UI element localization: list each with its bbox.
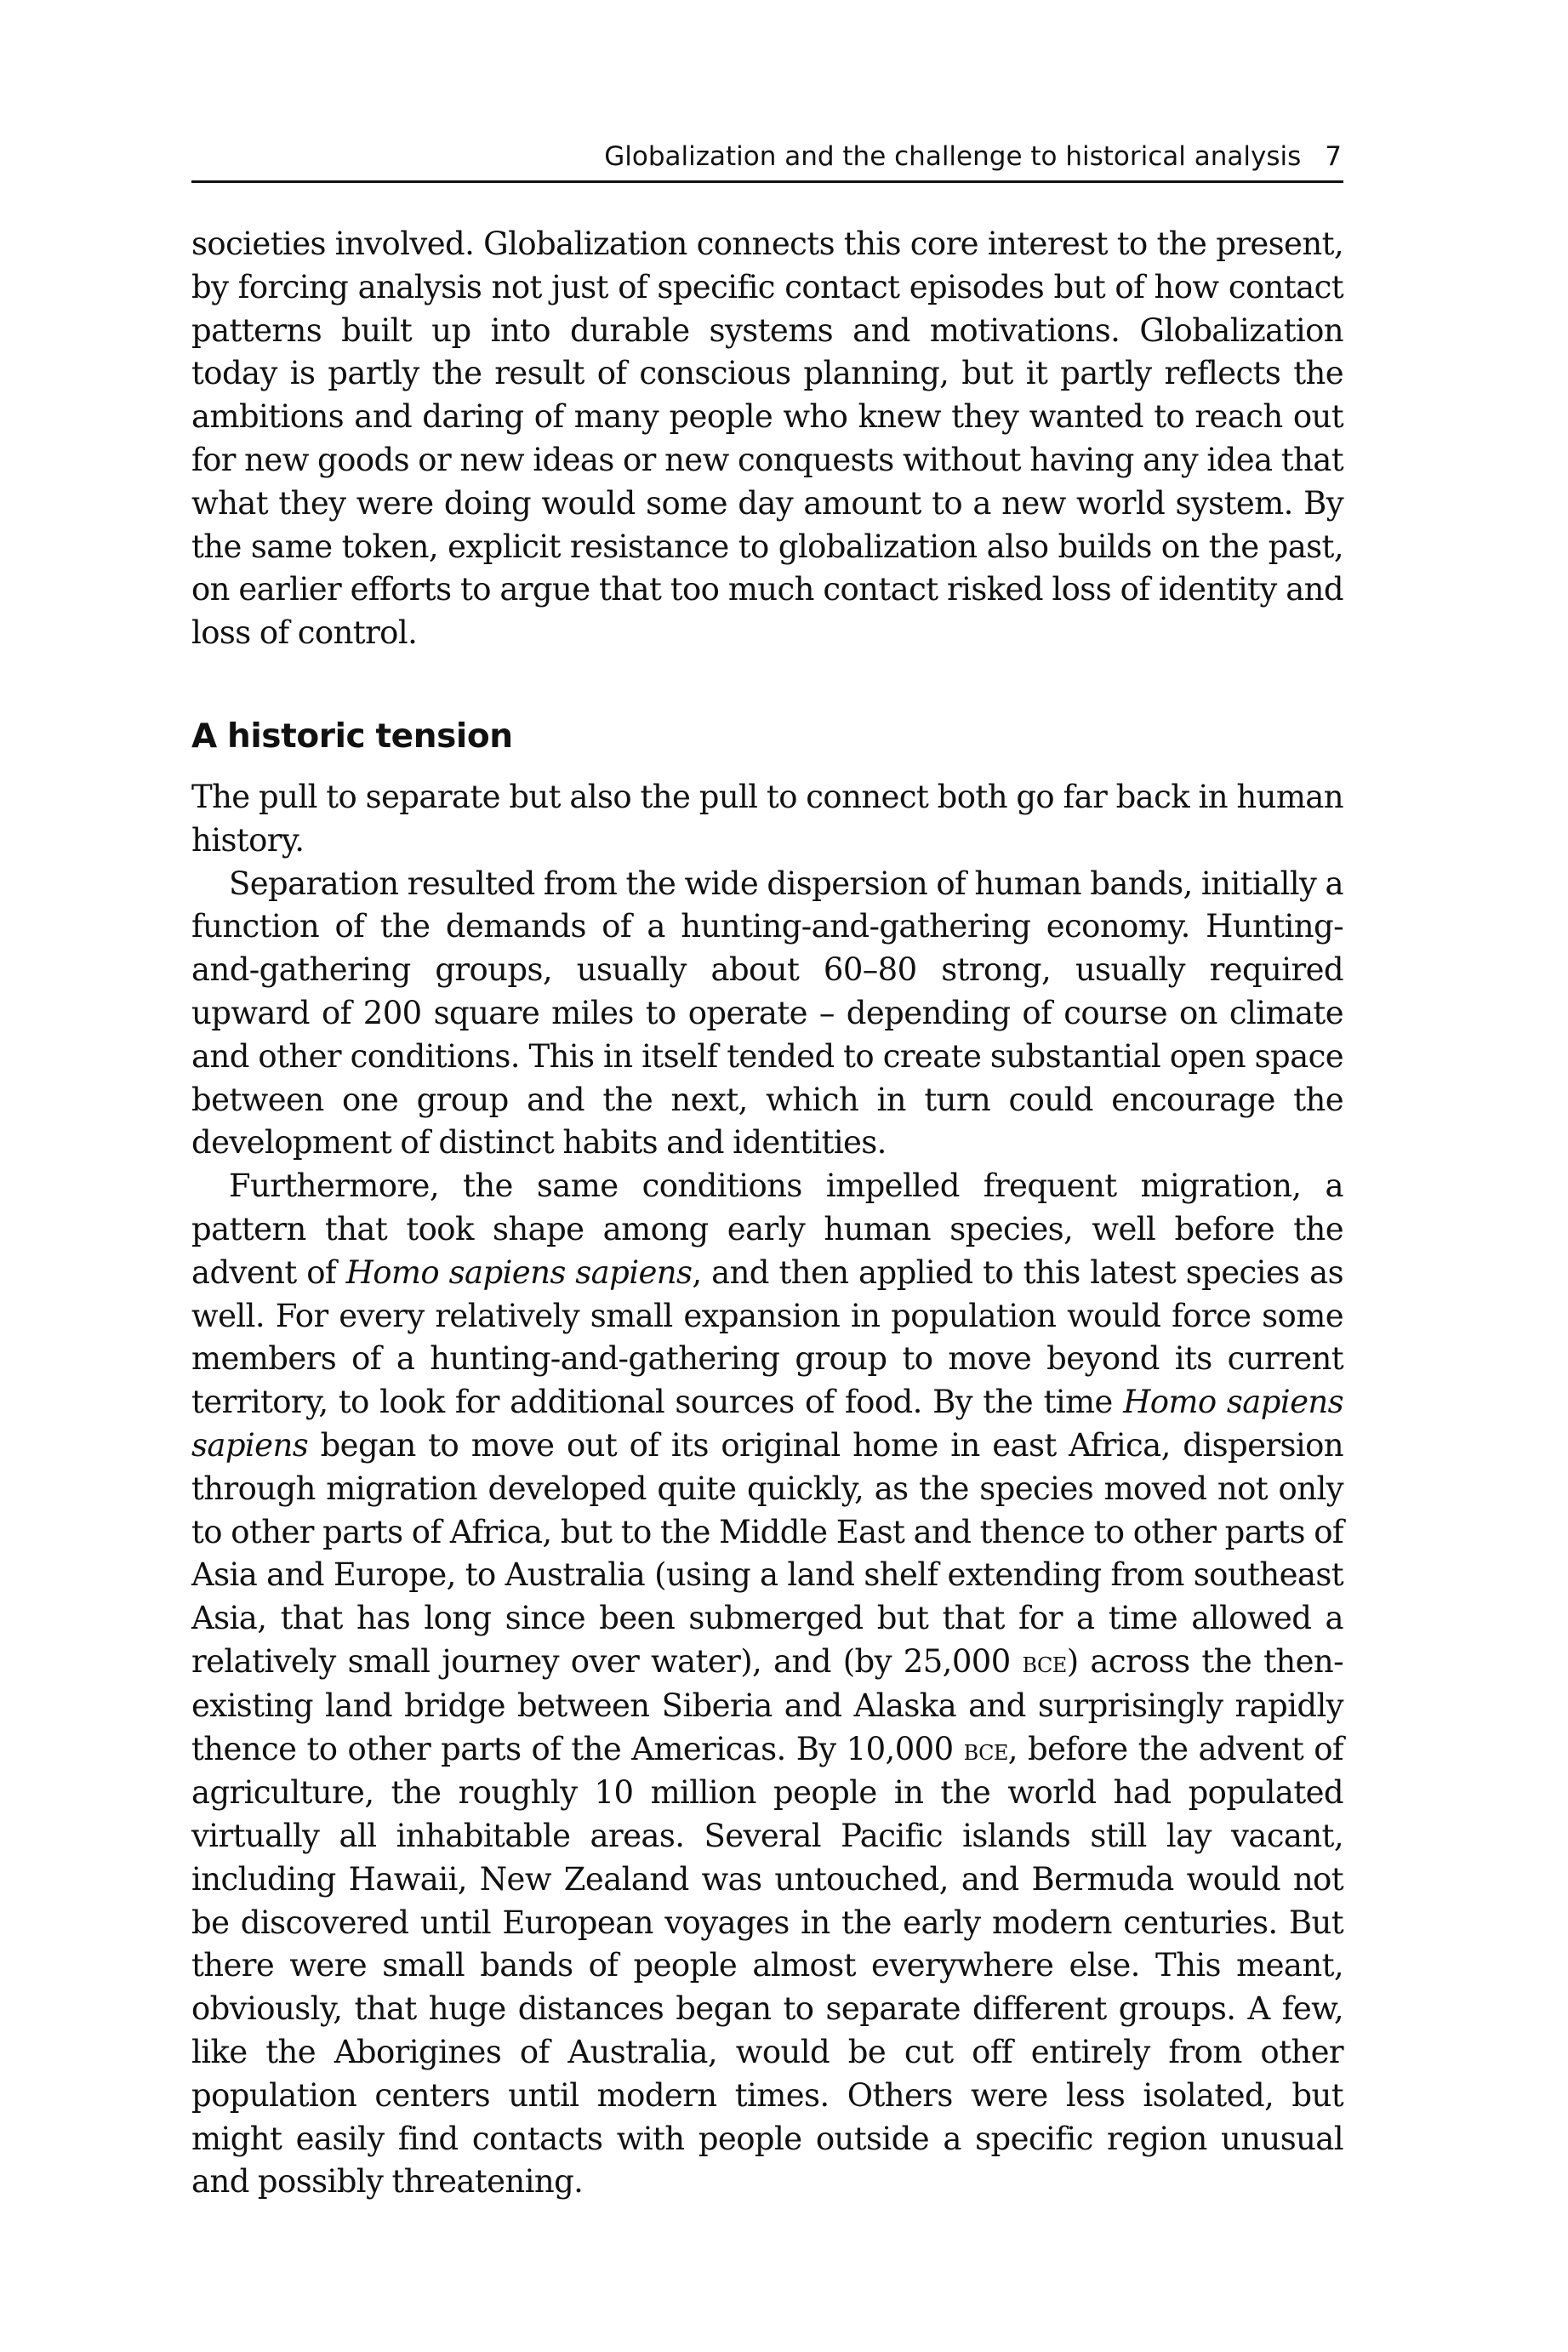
page-number: 7: [1325, 141, 1342, 172]
text-segment: ) across the then-existing land bridge between Siberia and Alaska and surprisingly rapidly thence to other parts of the Americas. By 10,000: [191, 1642, 1343, 1767]
species-name-italic: Homo sapiens sapiens: [191, 1384, 1343, 1464]
running-head: [191, 140, 1343, 183]
body-text: [191, 223, 1343, 2204]
text-segment: Furthermore, the same conditions impelled frequent migration, a pattern that took shape among early human species, well before the advent of: [191, 1167, 1343, 1291]
running-head-title: Globalization and the challenge to historical analysis: [604, 141, 1302, 172]
paragraph-separation: Separation resulted from the wide dispersion of human bands, initially a function of the demands of a hunting-and-gathering economy. Hunting-and-gathering groups, usually about 60–80 strong, usually required upward of 200 square miles to operate – depending of course on climate and other conditions. This in itself tended to create substantial open space between one group and the next, which in turn could encourage the development of distinct habits and identities.: [191, 865, 1343, 1162]
era-abbreviation: bce: [1022, 1645, 1067, 1680]
paragraph-migration: [191, 1165, 1343, 2204]
paragraph-continuation: societies involved. Globalization connects this core interest to the present, by forcing analysis not just of specific contact episodes but of how contact patterns built up into durable systems and motivations. Globalization today is partly the result of conscious planning, but it partly reflects the ambitions and daring of many people who knew they wanted to reach out for new goods or new ideas or new conquests without having any idea that what they were doing would some day amount to a new world system. By the same token, explicit resistance to globalization also builds on the past, on earlier efforts to argue that too much contact risked loss of identity and loss of control.: [191, 225, 1343, 652]
section-heading: A historic tension: [191, 716, 513, 756]
text-segment: , and then applied to this latest species as well. For every relatively small expansion in population would force some members of a hunting-and-gathering group to move beyond its current territory, to look for additional sources of food. By the time: [191, 1253, 1343, 1421]
species-name-italic: Homo sapiens sapiens: [345, 1253, 693, 1291]
text-segment: began to move out of its original home in east Africa, dispersion through migration developed quite quickly, as the species moved not only to other parts of Africa, but to the Middle East and thence to other parts of Asia and Europe, to Australia (using a land shelf extending from southeast Asia, that has long since been submerged but that for a time allowed a relatively small journey over water), and (by 25,000: [191, 1426, 1343, 1680]
paragraph-intro: The pull to separate but also the pull to connect both go far back in human history.: [191, 778, 1343, 859]
text-segment: , before the advent of agriculture, the roughly 10 million people in the world had populated virtually all inhabitable areas. Several Pacific islands still lay vacant, including Hawaii, New Zealand was untouched, and Bermuda would not be discovered until European voyages in the early modern centuries. But there were small bands of people almost everywhere else. This meant, obviously, that huge distances began to separate different groups. A few, like the Aborigines of Australia, would be cut off entirely from other population centers until modern times. Others were less isolated, but might easily find contacts with people outside a specific region unusual and possibly threatening.: [191, 1730, 1343, 2201]
era-abbreviation: bce: [963, 1733, 1008, 1767]
